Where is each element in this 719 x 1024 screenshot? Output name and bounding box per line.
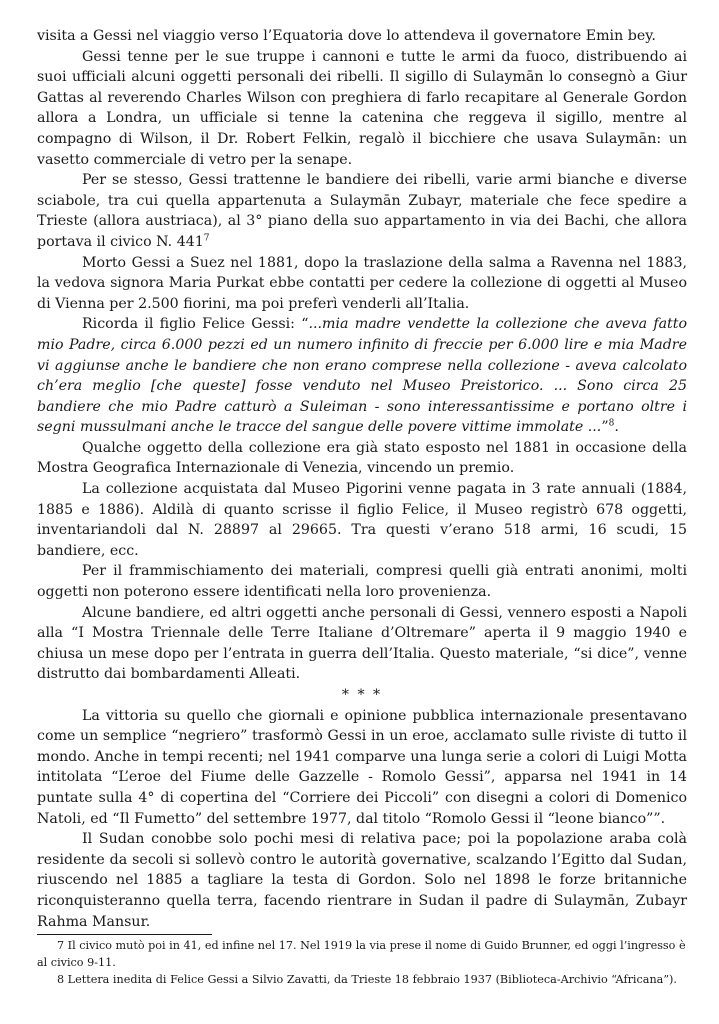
footnote-8: 8 Lettera inedita di Felice Gessi a Silvio Zavatti, da Trieste 18 febbraio 1937 (Biblioteca-Archivio “Africana”). <box>57 973 677 986</box>
page-body <box>37 26 687 932</box>
footnote-ref-8[interactable]: 8 <box>608 418 615 429</box>
quote-intro: Ricorda il figlio Felice Gessi: “ <box>82 316 309 333</box>
quote-end: . <box>614 419 619 436</box>
footnote-7: 7 Il civico mutò poi in 41, ed infine nel 17. Nel 1919 la via prese il nome di Guido Brunner, ed oggi l’ingresso è al civico 9-11. <box>37 939 686 969</box>
quote-paragraph <box>37 314 687 438</box>
paragraph: Per il frammischiamento dei materiali, compresi quelli già entrati anonimi, molti oggetti non poterono essere identificati nella loro provenienza. <box>37 563 687 601</box>
footnotes <box>37 937 687 988</box>
paragraph: Gessi tenne per le sue truppe i cannoni e tutte le armi da fuoco, distribuendo ai suoi ufficiali alcuni oggetti personali dei ribelli. Il sigillo di Sulaymān lo consegnò a Giur Gattas al reverendo Charles Wilson con preghiera di farlo recapitare al Generale Gordon allora a Londra, un ufficiale si tenne la catenina che reggeva il sigillo, mentre al compagno di Wilson, il Dr. Robert Felkin, regalò il bicchiere che usava Sulaymān: un vasetto commerciale di vetro per la senape. <box>37 48 687 168</box>
paragraph: Il Sudan conobbe solo pochi mesi di relativa pace; poi la popolazione araba colà residente da secoli si sollevò contro le autorità governative, scalzando l’Egitto dal Sudan, riuscendo nel 1885 a tagliare la testa di Gordon. Solo nel 1898 le forze britanniche riconquisteranno quella terra, facendo rientrare in Sudan il padre di Sulaymān, Zubayr Rahma Mansur. <box>37 831 687 930</box>
paragraph: La vittoria su quello che giornali e opinione pubblica internazionale presentavano come un semplice “negriero” trasformò Gessi in un eroe, acclamato sulle riviste di tutto il mondo. Anche in tempi recenti; nel 1941 comparve una lunga serie a colori di Luigi Motta intitolata “L’eroe del Fiume delle Gazzelle - Romolo Gessi”, apparsa nel 1941 in 14 puntate sulla 4° di copertina del “Corriere dei Piccoli” con disegni a colori di Domenico Natoli, ed “Il Fumetto” del settembre 1977, dal titolo “Romolo Gessi il “leone bianco””. <box>37 707 687 827</box>
quote-close: ” <box>601 419 609 436</box>
paragraph-text: Per se stesso, Gessi trattenne le bandiere dei ribelli, varie armi bianche e diverse sciabole, tra cui quella appartenuta a Sulaymān Zubayr, materiale che fece spedire a Trieste (allora austriaca), al 3° piano della suo appartamento in via dei Bachi, che allora portava il civico N. 441 <box>37 172 687 250</box>
paragraph <box>37 170 687 252</box>
paragraph: visita a Gessi nel viaggio verso l’Equatoria dove lo attendeva il governatore Emin bey. <box>37 28 656 44</box>
paragraph: Morto Gessi a Suez nel 1881, dopo la traslazione della salma a Ravenna nel 1883, la vedova signora Maria Purkat ebbe contatti per cedere la collezione di oggetti al Museo di Vienna per 2.500 fiorini, ma poi preferì venderli all’Italia. <box>37 254 687 312</box>
paragraph: Alcune bandiere, ed altri oggetti anche personali di Gessi, vennero esposti a Napoli alla “I Mostra Triennale delle Terre Italiane d’Oltremare” aperta il 9 maggio 1940 e chiusa un mese dopo per l’entrata in guerra dell’Italia. Questo materiale, “si dice”, venne distrutto dai bombardamenti Alleati. <box>37 604 687 683</box>
section-separator: * * * <box>341 687 383 703</box>
paragraph: Qualche oggetto della collezione era già stato esposto nel 1881 in occasione della Mostra Geografica Internazionale di Venezia, vincendo un premio. <box>37 439 687 477</box>
paragraph: La collezione acquistata dal Museo Pigorini venne pagata in 3 rate annuali (1884, 1885 e 1886). Aldilà di quanto scrisse il figlio Felice, il Museo registrò 678 oggetti, inventariandoli dal N. 28897 al 29665. Tra questi v’erano 518 armi, 16 scudi, 15 bandiere, ecc. <box>37 481 687 559</box>
footnote-ref-7[interactable]: 7 <box>203 233 210 244</box>
footnote-divider <box>37 934 212 935</box>
quote-text: ...mia madre vendette la collezione che aveva fatto mio Padre, circa 6.000 pezzi ed un numero infinito di freccie per 6.000 lire e mia Madre vi aggiunse anche le bandiere che non erano comprese nella collezione - aveva calcolato ch’era meglio [che queste] fosse venduto nel Museo Preistorico. ... Sono circa 25 bandiere che mio Padre catturò a Suleiman - sono interessantissime e portano oltre i segni mussulmani anche le tracce del sangue delle povere vittime immolate ... <box>37 316 687 436</box>
